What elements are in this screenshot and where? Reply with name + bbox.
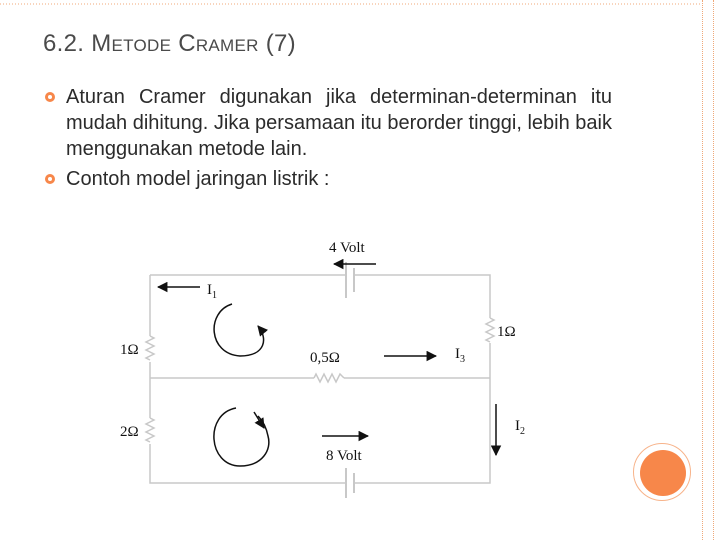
current-3-label: $I_3$ — [455, 346, 465, 365]
loop-arrow-top — [214, 304, 263, 356]
resistor-middle-label: 0,5Ω — [310, 350, 340, 366]
resistor-left-bottom — [146, 418, 154, 442]
battery-top — [346, 262, 354, 298]
resistor-right-label: 1Ω — [497, 324, 516, 340]
circuit-wires — [150, 275, 490, 483]
battery-bottom — [346, 468, 354, 498]
source-top-label: 4 Volt — [329, 240, 365, 256]
resistor-left-bottom-label: 2Ω — [120, 424, 139, 440]
resistor-left-top-label: 1Ω — [120, 342, 139, 358]
loop-arrow-bottom-head — [254, 412, 264, 428]
bullet-text: Contoh model jaringan listrik : — [66, 168, 330, 190]
resistor-left-top — [146, 336, 154, 360]
bullet-text: Aturan Cramer digunakan jika determinan-determinan itu mudah dihitung. Jika persamaan itu berorder tinggi, lebih baik menggunakan metode lain. — [66, 86, 612, 160]
loop-arrow-bottom — [214, 408, 269, 466]
current-2-label: $I_2$ — [515, 418, 525, 437]
slide-title: 6.2. Metode Cramer (7) — [43, 30, 296, 57]
current-1-label: $I_1$ — [207, 282, 217, 301]
source-bottom-label: 8 Volt — [326, 448, 362, 464]
resistor-middle — [314, 374, 344, 382]
resistor-right — [486, 318, 494, 342]
